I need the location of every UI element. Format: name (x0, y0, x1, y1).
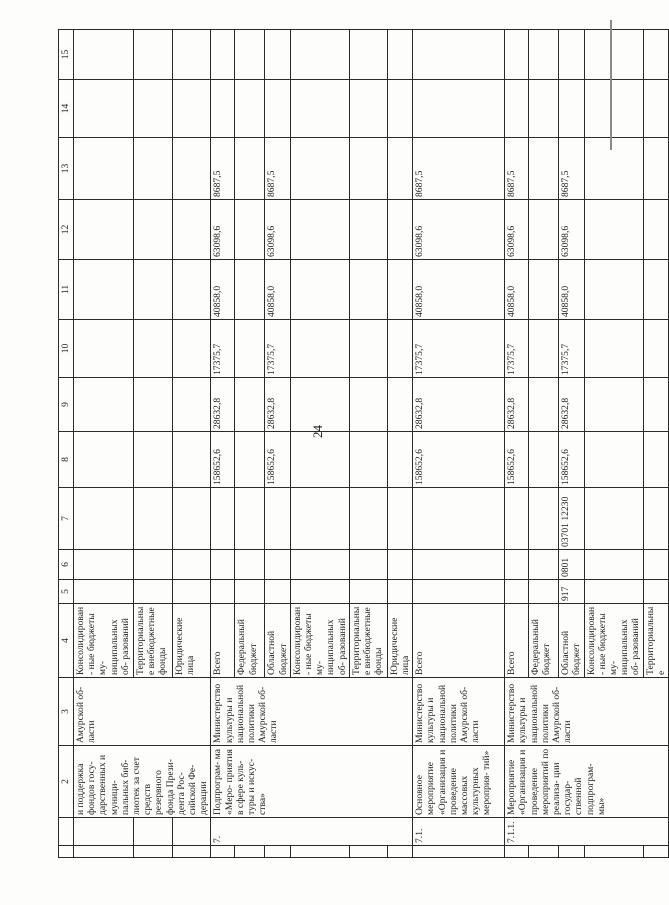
value-cell: 917 (559, 580, 584, 604)
col-number-14: 14 (59, 80, 74, 138)
value-cell: 28632,8 (211, 378, 235, 432)
table-row (74, 30, 134, 858)
col-number-1 (59, 846, 74, 858)
funding-source: Областной бюджет (559, 604, 584, 678)
value-cell: 28632,8 (559, 378, 584, 432)
page-number: 24 (310, 425, 325, 438)
row-executor: Министерство культуры и национальной политики Амурской об- ласти (505, 678, 669, 746)
row-name: Подпрограм- ма «Меро- приятия в сфере куль- туры и искус- ства» (211, 746, 413, 818)
value-cell: 158652,6 (413, 432, 505, 488)
funding-source: Консолидирован- ные бюджеты му- ниципальных об- разований (290, 604, 349, 678)
value-cell: 8687,5 (413, 138, 505, 200)
funding-source: Территориальные (643, 604, 668, 678)
value-cell: 17375,7 (413, 320, 505, 378)
value-cell: 8687,5 (265, 138, 290, 200)
value-cell: 8687,5 (211, 138, 235, 200)
funding-source: Всего (211, 604, 235, 678)
value-cell: 17375,7 (559, 320, 584, 378)
funding-source: Всего (505, 604, 529, 678)
col-number-4: 4 (59, 604, 74, 678)
row-name: Основное мероприятие «Организация и проведение массовых культурных мероприя- тий» (413, 746, 505, 818)
value-cell: 63098,6 (559, 200, 584, 260)
col-number-6: 6 (59, 550, 74, 580)
row-number: 7.1. (413, 818, 505, 846)
row-number: 7. (211, 818, 413, 846)
col-number-5: 5 (59, 580, 74, 604)
value-cell: 63098,6 (265, 200, 290, 260)
col-number-13: 13 (59, 138, 74, 200)
value-cell: 17375,7 (211, 320, 235, 378)
value-cell: 17375,7 (505, 320, 529, 378)
funding-source: Территориальные внебюджетные фонды (349, 604, 387, 678)
value-cell: 0801 (559, 550, 584, 580)
row-name: Мероприятие «Организация и проведение мероприятий по реализа- ции государ- ственной подпрограм- мы» (505, 746, 669, 818)
table-row (505, 30, 529, 858)
row-number: 7.1.1. (505, 818, 669, 846)
row-executor: Министерство культуры и национальной политики Амурской об- ласти (211, 678, 413, 746)
value-cell: 63098,6 (413, 200, 505, 260)
value-cell: 158652,6 (265, 432, 290, 488)
value-cell: 8687,5 (505, 138, 529, 200)
funding-source: Консолидирован- ные бюджеты му- ниципальных об- разований (584, 604, 643, 678)
table-row (413, 30, 505, 858)
value-cell: 158652,6 (559, 432, 584, 488)
col-number-9: 9 (59, 378, 74, 432)
budget-table (58, 29, 669, 858)
table-row (211, 30, 235, 858)
value-cell: 63098,6 (211, 200, 235, 260)
col-number-12: 12 (59, 200, 74, 260)
budget-table-sheet (58, 30, 667, 858)
col-number-8: 8 (59, 432, 74, 488)
value-cell: 158652,6 (505, 432, 529, 488)
value-cell: 40858,0 (505, 260, 529, 320)
col-number-11: 11 (59, 260, 74, 320)
value-cell: 8687,5 (559, 138, 584, 200)
value-cell: 158652,6 (211, 432, 235, 488)
col-number-3: 3 (59, 678, 74, 746)
value-cell: 03701 12230 (559, 488, 584, 550)
funding-source: Федеральный бюджет (529, 604, 559, 678)
row-executor: Министерство культуры и национальной политики Амурской об- ласти (413, 678, 505, 746)
value-cell: 40858,0 (559, 260, 584, 320)
value-cell: 28632,8 (413, 378, 505, 432)
column-number-row (59, 30, 74, 858)
funding-source: Областной бюджет (265, 604, 290, 678)
funding-source: Федеральный бюджет (235, 604, 265, 678)
value-cell: 40858,0 (413, 260, 505, 320)
funding-source: Территориальные внебюджетные фонды (134, 604, 173, 678)
value-cell: 28632,8 (265, 378, 290, 432)
row-name: и поддержка фондов госу- дарственных и муници- пальных биб- лиотек за счет средств резервного фонда Прези- дента Рос- сийской Фе- дерации (74, 746, 211, 818)
col-number-2: 2 (59, 746, 74, 818)
col-number-blank (59, 818, 74, 846)
funding-source: Юридические лица (387, 604, 412, 678)
value-cell: 63098,6 (505, 200, 529, 260)
value-cell: 40858,0 (211, 260, 235, 320)
row-executor: Амурской об- ласти (74, 678, 211, 746)
value-cell: 28632,8 (505, 378, 529, 432)
funding-source: Юридические лица (172, 604, 211, 678)
funding-source: Всего (413, 604, 505, 678)
col-number-10: 10 (59, 320, 74, 378)
value-cell: 40858,0 (265, 260, 290, 320)
value-cell: 17375,7 (265, 320, 290, 378)
scan-edge-mark (610, 20, 612, 150)
funding-source: Консолидирован- ные бюджеты му- ниципальных об- разований (74, 604, 134, 678)
col-number-7: 7 (59, 488, 74, 550)
col-number-15: 15 (59, 30, 74, 80)
